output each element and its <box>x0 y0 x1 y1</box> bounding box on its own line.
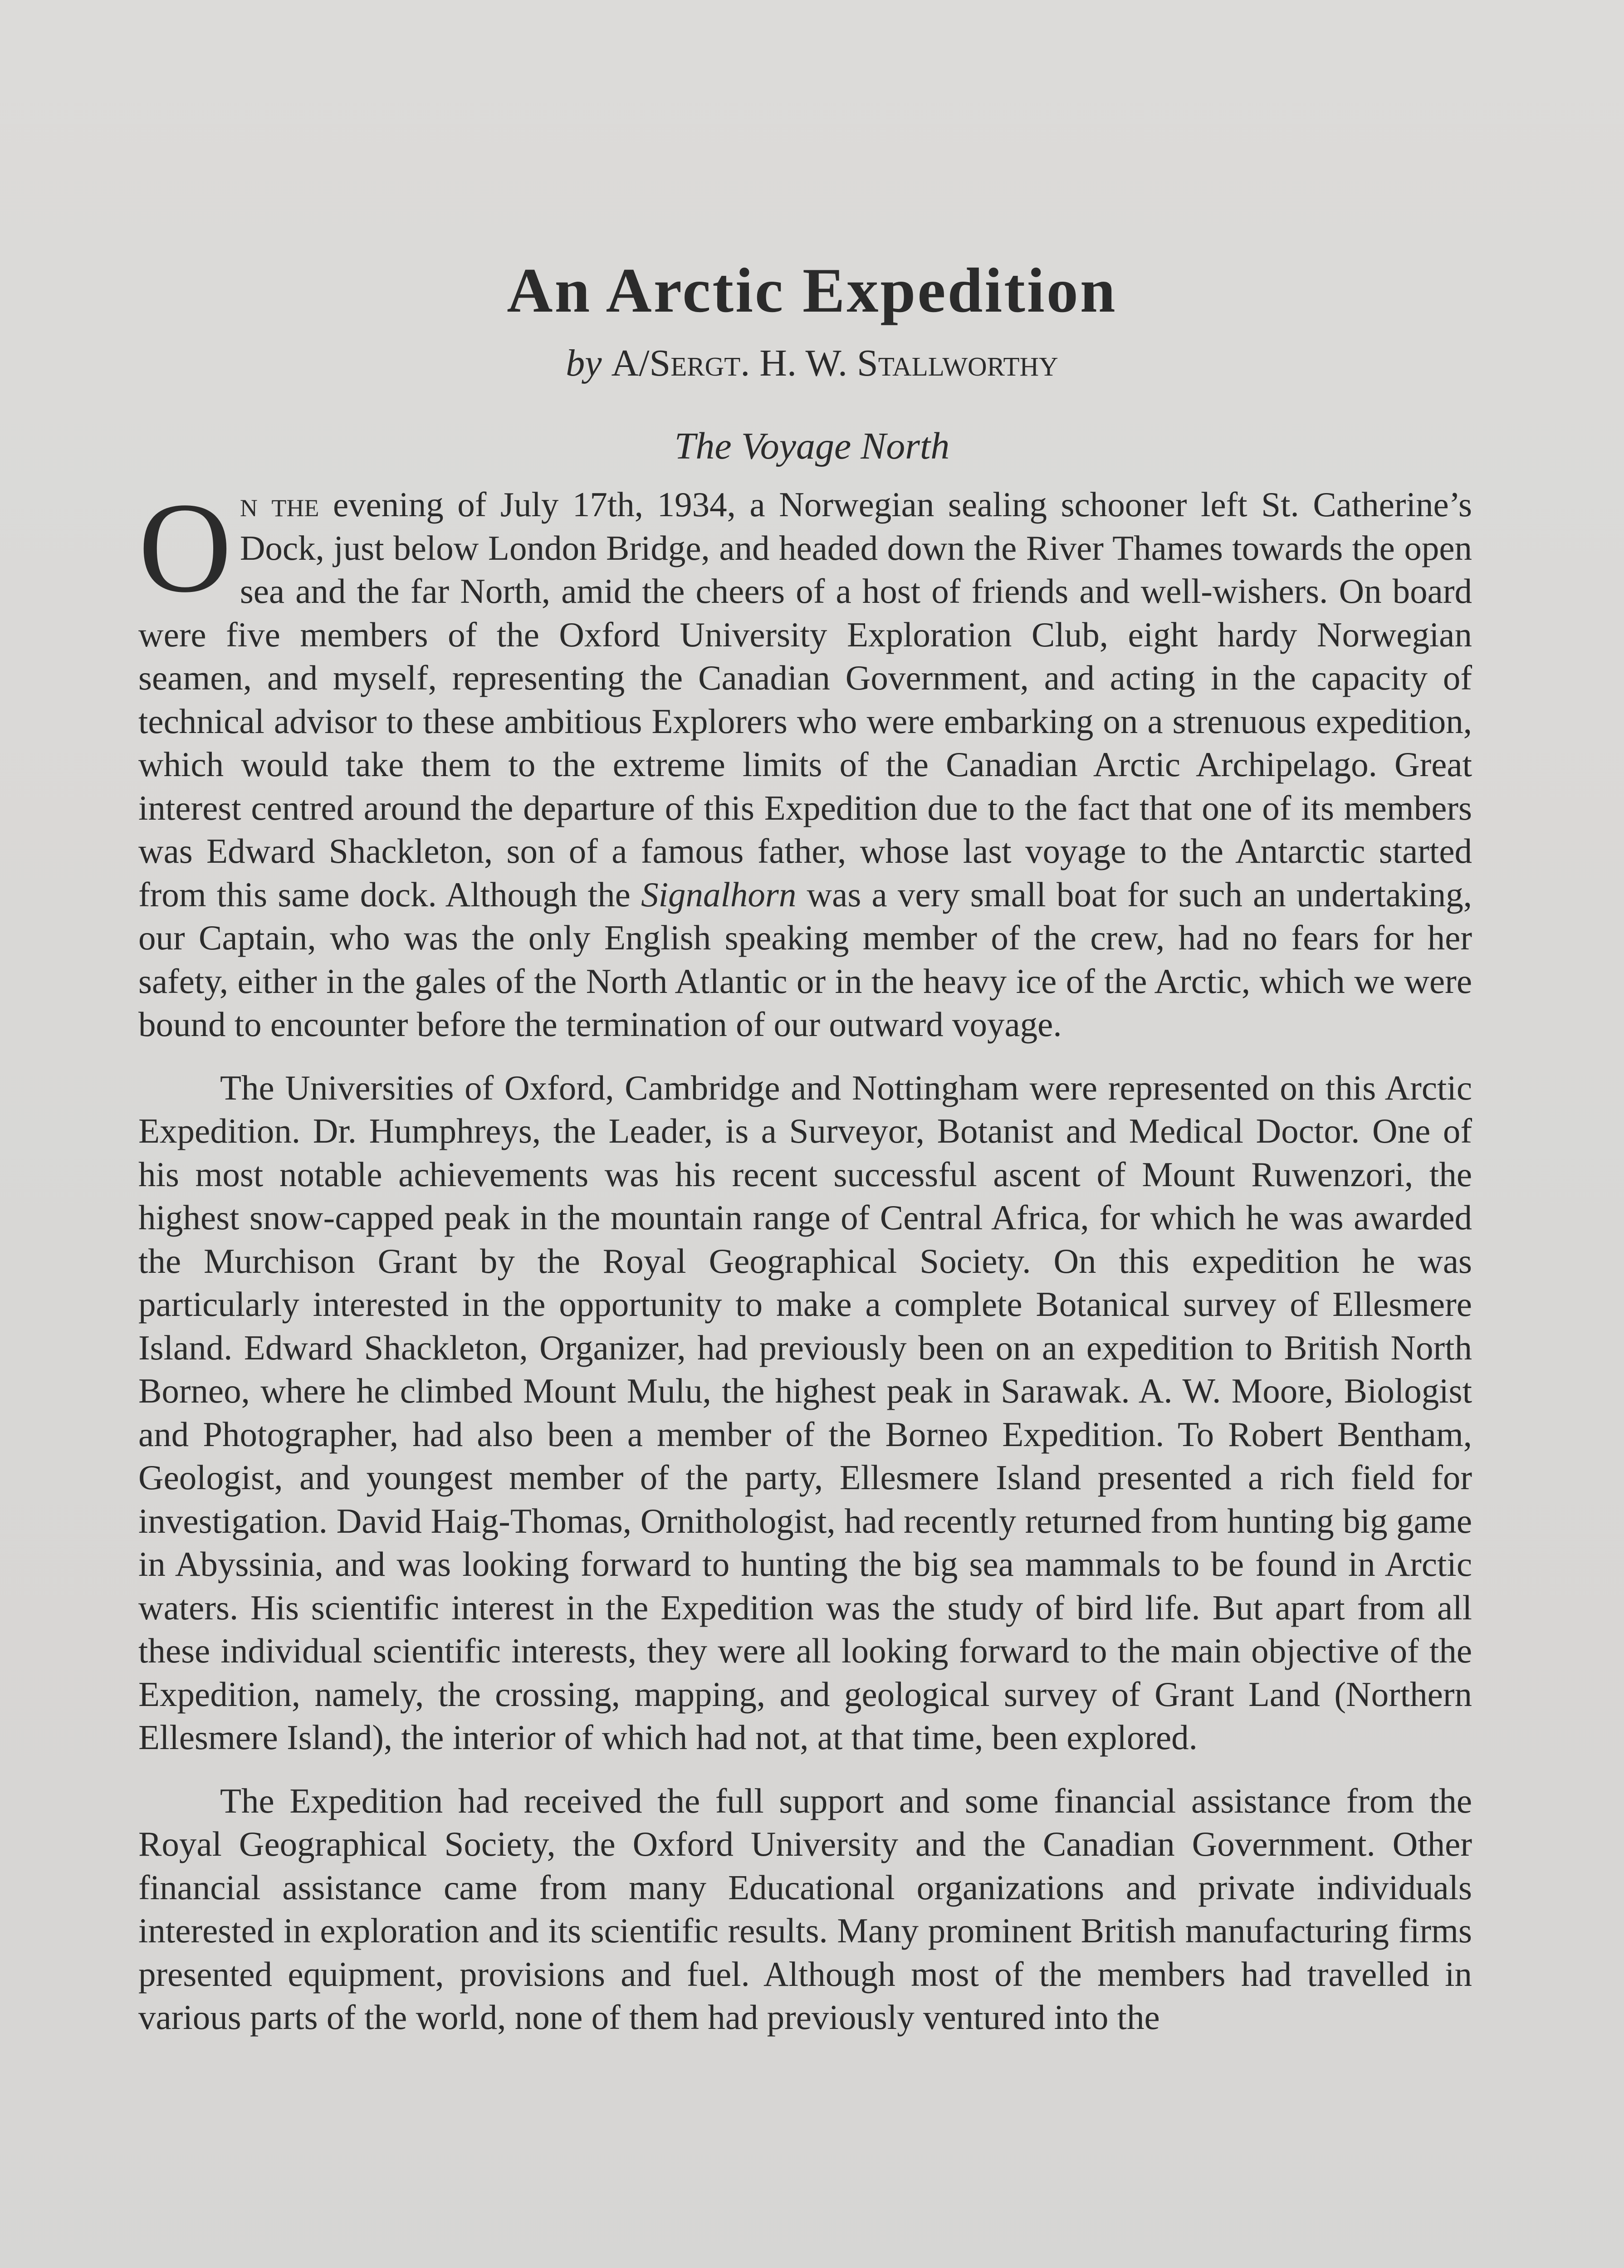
article-byline <box>0 341 1624 385</box>
drop-cap: O <box>138 476 232 619</box>
paragraph-1 <box>138 476 1472 1046</box>
paragraph-1-lead: n the <box>240 485 319 524</box>
byline-prefix: by <box>566 342 602 384</box>
article-body <box>138 476 1472 2059</box>
section-heading: The Voyage North <box>674 425 950 467</box>
ship-name: Signalhorn <box>641 875 797 914</box>
paragraph-1-text-b: was a very small boat for such an undertaking, our Captain, who was the only English speaking member of the crew, had no fears for her safety, either in the gales of the North Atlantic or in the heavy ice of the Arctic, which we were bound to encounter before the termination of our outward voyage. <box>138 875 1472 1044</box>
paragraph-3: The Expedition had received the full support and some financial assistance from the Royal Geographical Society, the Oxford University and the Canadian Government. Other financial assistance came from many Educational organizations and private individuals interested in exploration and its scientific results. Many prominent British manufacturing firms presented equipment, provisions and fuel. Although most of the members had travelled in various parts of the world, none of them had previously ventured into the <box>138 1781 1472 2037</box>
article-title: An Arctic Expedition <box>507 255 1117 326</box>
paragraph-1-text-a: evening of July 17th, 1934, a Norwegian sealing schooner left St. Catherine’s Dock, just below London Bridge, and headed down the River Thames towards the open sea and the far North, amid the cheers of a host of friends and well-wishers. On board were five members of the Oxford University Exploration Club, eight hardy Norwegian seamen, and myself, representing the Canadian Government, and acting in the capacity of technical advisor to these ambitious Explorers who were embarking on a strenuous expedition, which would take them to the extreme limits of the Canadian Arctic Archipelago. Great interest centred around the departure of this Expedition due to the fact that one of its members was Edward Shackleton, son of a famous father, whose last voyage to the Antarctic started from this same dock. Although the <box>138 485 1472 914</box>
paragraph-2: The Universities of Oxford, Cambridge and Nottingham were represented on this Arctic Expedition. Dr. Humphreys, the Leader, is a Surveyor, Botanist and Medical Doctor. One of his most notable achievements was his recent successful ascent of Mount Ruwenzori, the highest snow-capped peak in the mountain range of Central Africa, for which he was awarded the Murchison Grant by the Royal Geographical Society. On this expedition he was particularly interested in the opportunity to make a complete Botanical survey of Ellesmere Island. Edward Shackleton, Organizer, had previously been on an expedition to British North Borneo, where he climbed Mount Mulu, the highest peak in Sarawak. A. W. Moore, Biologist and Photographer, had also been a member of the Borneo Expedition. To Robert Bentham, Geologist, and youngest member of the party, Ellesmere Island presented a rich field for investigation. David Haig-Thomas, Ornithologist, had recently returned from hunting big game in Abyssinia, and was looking forward to hunting the big sea mammals to be found in Arctic waters. His scientific interest in the Expedition was the study of bird life. But apart from all these individual scientific interests, they were all looking forward to the main objective of the Expedition, namely, the crossing, mapping, and geological survey of Grant Land (Northern Ellesmere Island), the interior of which had not, at that time, been explored. <box>138 1068 1472 1757</box>
byline-author: A/Sergt. H. W. Stallworthy <box>611 342 1058 384</box>
